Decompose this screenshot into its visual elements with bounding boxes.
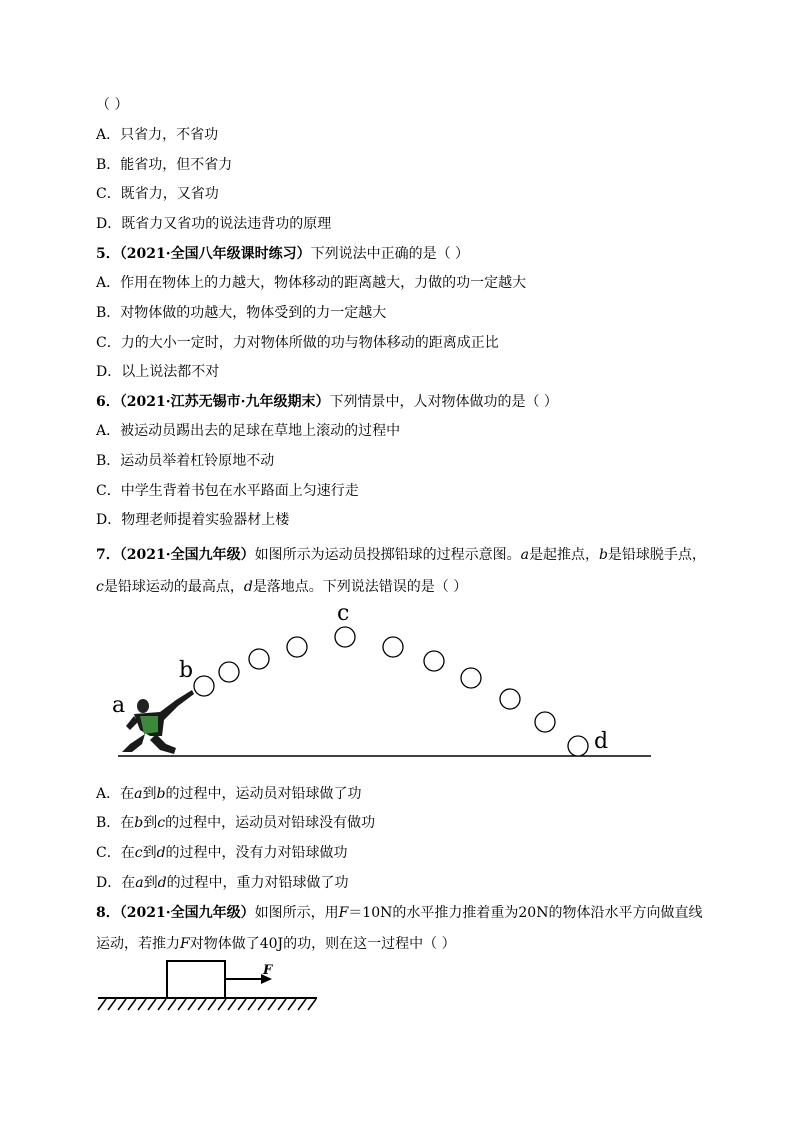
option-text: B．在: [96, 815, 135, 831]
question-source: （2021·江苏无锡市·九年级期末）: [119, 394, 330, 410]
point-b-desc: 是铅球脱手点，: [607, 547, 706, 563]
question-text: 下列说法中正确的是（ ）: [310, 246, 470, 262]
point-label: c: [157, 815, 166, 831]
question-text: 运动，若推力: [96, 936, 180, 952]
option-text: 的过程中，运动员对铅球没有做功: [165, 815, 376, 831]
question-number: 6．: [96, 394, 120, 410]
option-a: A．只省力，不省功: [96, 127, 219, 143]
point-c-desc: 是铅球运动的最高点，: [103, 579, 244, 595]
label-a: a: [112, 693, 126, 718]
force-symbol: F: [338, 905, 349, 921]
option-d: D．物理老师提着实验器材上楼: [96, 512, 290, 528]
label-c: c: [337, 601, 350, 626]
label-b: b: [179, 658, 194, 683]
point-b: b: [598, 547, 608, 563]
option-text: C．在: [96, 845, 135, 861]
option-c: C．中学生背着书包在水平路面上匀速行走: [96, 483, 359, 499]
point-label: d: [157, 875, 167, 891]
option-text: 到: [143, 875, 158, 891]
option-b: B．运动员举着杠铃原地不动: [96, 453, 275, 469]
option-text: D．在: [96, 875, 136, 891]
question-text: 对物体做了40J的功，则在这一过程中（ ）: [189, 936, 456, 952]
question-number: 7．: [96, 547, 120, 563]
option-a: A．被运动员踢出去的足球在草地上滚动的过程中: [96, 423, 401, 439]
point-label: c: [134, 845, 143, 861]
force-label: F: [263, 963, 273, 978]
option-c: C．既省力，又省功: [96, 186, 219, 202]
option-text: 的过程中，没有力对铅球做功: [165, 845, 348, 861]
option-text: 到: [143, 815, 158, 831]
option-a: A．作用在物体上的力越大，物体移动的距离越大，力做的功一定越大: [96, 275, 527, 291]
question-text: 如图所示为运动员投掷铅球的过程示意图。: [254, 547, 521, 563]
block: [167, 961, 225, 998]
option-d: D．既省力又省功的说法违背功的原理: [96, 216, 332, 232]
point-label: a: [135, 875, 144, 891]
option-text: A．在: [96, 786, 135, 802]
point-label: b: [134, 815, 144, 831]
question-number: 8．: [96, 905, 120, 921]
option-b: B．对物体做的功越大，物体受到的力一定越大: [96, 305, 387, 321]
question-source: （2021·全国九年级）: [119, 905, 255, 921]
point-d-desc: 是落地点。下列说法错误的是（ ）: [252, 579, 468, 595]
option-text: 的过程中，重力对铅球做了功: [166, 875, 349, 891]
point-d: d: [243, 579, 253, 595]
question-text: 如图所示，用: [254, 905, 339, 921]
point-label: b: [156, 786, 166, 802]
answer-blank: （ ）: [96, 97, 129, 113]
question-source: （2021·全国八年级课时练习）: [119, 246, 311, 262]
point-c: c: [96, 579, 104, 595]
question-source: （2021·全国九年级）: [119, 547, 255, 563]
label-d: d: [594, 729, 609, 754]
option-c: C．力的大小一定时，力对物体所做的功与物体移动的距离成正比: [96, 335, 499, 351]
option-text: 到: [142, 786, 157, 802]
option-d: D．以上说法都不对: [96, 364, 220, 380]
point-a: a: [520, 547, 529, 563]
option-text: 到: [142, 845, 157, 861]
point-label: a: [134, 786, 143, 802]
option-text: 的过程中，运动员对铅球做了功: [165, 786, 362, 802]
point-label: d: [156, 845, 166, 861]
ground-hatching: [98, 999, 316, 1010]
force-symbol: F: [180, 936, 190, 952]
question-text: 下列情景中，人对物体做功的是（ ）: [329, 394, 558, 410]
option-b: B．能省功，但不省力: [96, 157, 233, 173]
point-a-desc: 是起推点，: [528, 547, 599, 563]
question-text: ＝10N的水平推力推着重为20N的物体沿水平方向做直线: [348, 905, 703, 921]
question-number: 5．: [96, 246, 120, 262]
